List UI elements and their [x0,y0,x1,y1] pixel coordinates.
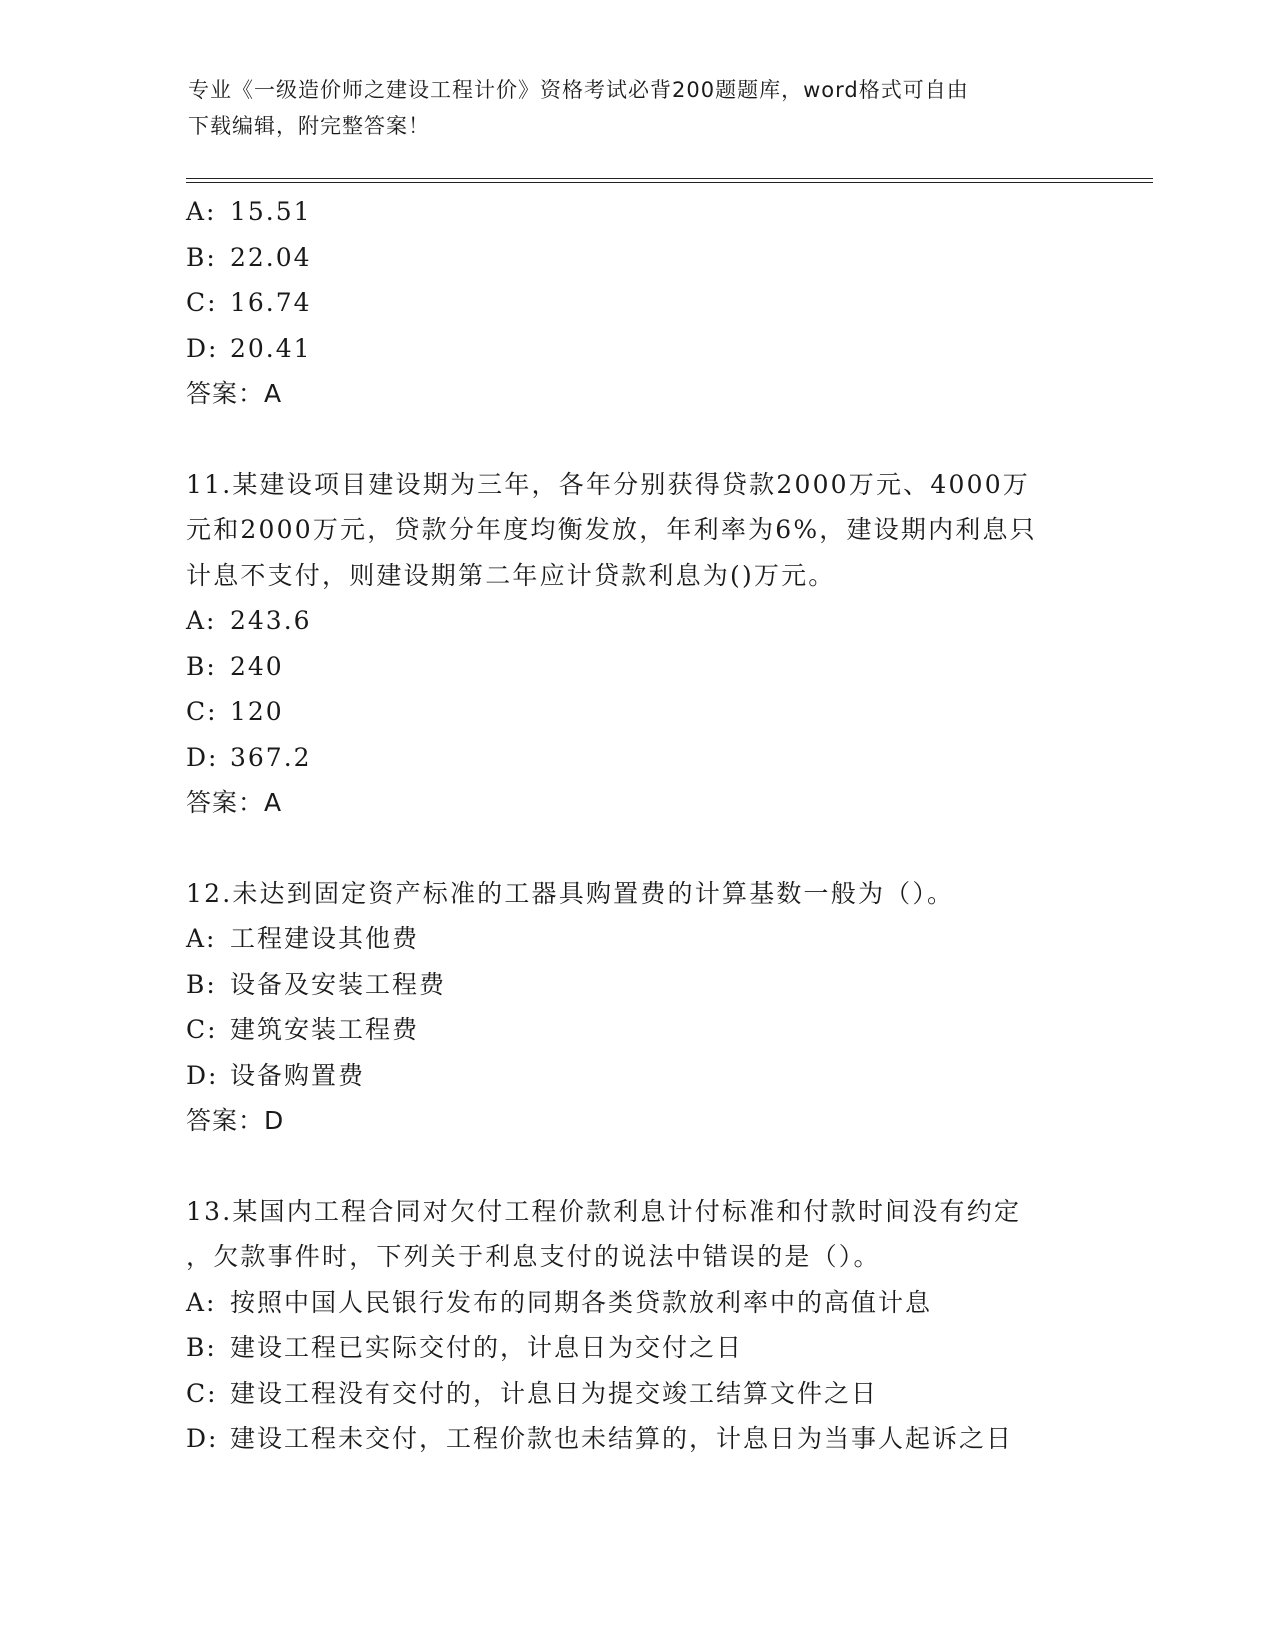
option-b [186,962,1086,1008]
question-13 [186,1189,1086,1462]
option-b [186,1325,1086,1371]
option-c [186,1007,1086,1053]
option-text: 240 [230,651,284,681]
option-text: 工程建设其他费 [230,924,420,953]
option-label: D: [186,1424,219,1453]
option-label: A: [186,197,217,226]
option-text: 120 [230,697,284,726]
answer-line: 答案：A [186,788,283,817]
option-text: 367.2 [230,742,312,772]
option-a [186,598,1086,644]
option-a [186,189,1086,235]
option-label: A: [186,606,217,635]
answer-line: 答案：D [186,1106,285,1135]
option-label: C: [186,697,218,726]
option-text: 建设工程没有交付的，计息日为提交竣工结算文件之日 [230,1378,879,1408]
option-text: 20.41 [230,333,312,363]
option-text: 243.6 [230,606,312,635]
question-stem-line: 元和2000万元，贷款分年度均衡发放，年利率为6%，建设期内利息只 [186,515,1037,544]
option-label: B: [186,1333,217,1362]
question-stem-line: 计息不支付，则建设期第二年应计贷款利息为()万元。 [186,560,836,590]
option-text: 建筑安装工程费 [230,1015,420,1044]
option-d [186,735,1086,781]
option-label: B: [186,242,217,272]
question-stem-line: 13.某国内工程合同对欠付工程价款利息计付标准和付款时间没有约定 [186,1196,1022,1226]
option-label: A: [186,1287,217,1317]
option-text: 按照中国人民银行发布的同期各类贷款放利率中的高值计息 [230,1287,933,1317]
question-stem-line: 11.某建设项目建设期为三年，各年分别获得贷款2000万元、4000万 [186,469,1031,499]
option-a [186,1280,1086,1326]
question-12 [186,871,1086,1144]
option-label: C: [186,1015,218,1044]
option-d [186,1416,1086,1462]
question-10-options [186,189,1086,417]
option-text: 16.74 [230,288,312,317]
header-line-2: 下载编辑，附完整答案！ [188,114,430,138]
option-d [186,1053,1086,1099]
option-b [186,235,1086,281]
option-label: C: [186,1378,218,1408]
option-label: B: [186,651,217,681]
option-b [186,644,1086,690]
question-content [186,189,1086,1462]
option-text: 建设工程已实际交付的，计息日为交付之日 [230,1333,744,1362]
option-text: 建设工程未交付，工程价款也未结算的，计息日为当事人起诉之日 [230,1424,1014,1453]
option-d [186,326,1086,372]
option-c [186,1371,1086,1417]
option-text: 设备及安装工程费 [230,969,447,999]
option-label: B: [186,969,217,999]
question-stem-line: ，欠款事件时，下列关于利息支付的说法中错误的是（）。 [186,1242,881,1271]
option-text: 15.51 [230,197,312,226]
option-text: 22.04 [230,242,312,272]
option-label: D: [186,742,219,772]
question-stem-line: 12.未达到固定资产标准的工器具购置费的计算基数一般为（）。 [186,878,955,908]
question-11 [186,462,1086,826]
option-c [186,280,1086,326]
option-label: A: [186,924,217,953]
header-line-1: 专业《一级造价师之建设工程计价》资格考试必背200题题库，word格式可自由 [188,78,969,102]
option-label: D: [186,1060,219,1090]
header-divider [186,178,1153,183]
option-text: 设备购置费 [230,1060,366,1090]
option-label: D: [186,333,219,363]
option-c [186,689,1086,735]
option-a [186,916,1086,962]
option-label: C: [186,288,218,317]
answer-line: 答案：A [186,379,283,408]
page-header [188,72,1088,144]
